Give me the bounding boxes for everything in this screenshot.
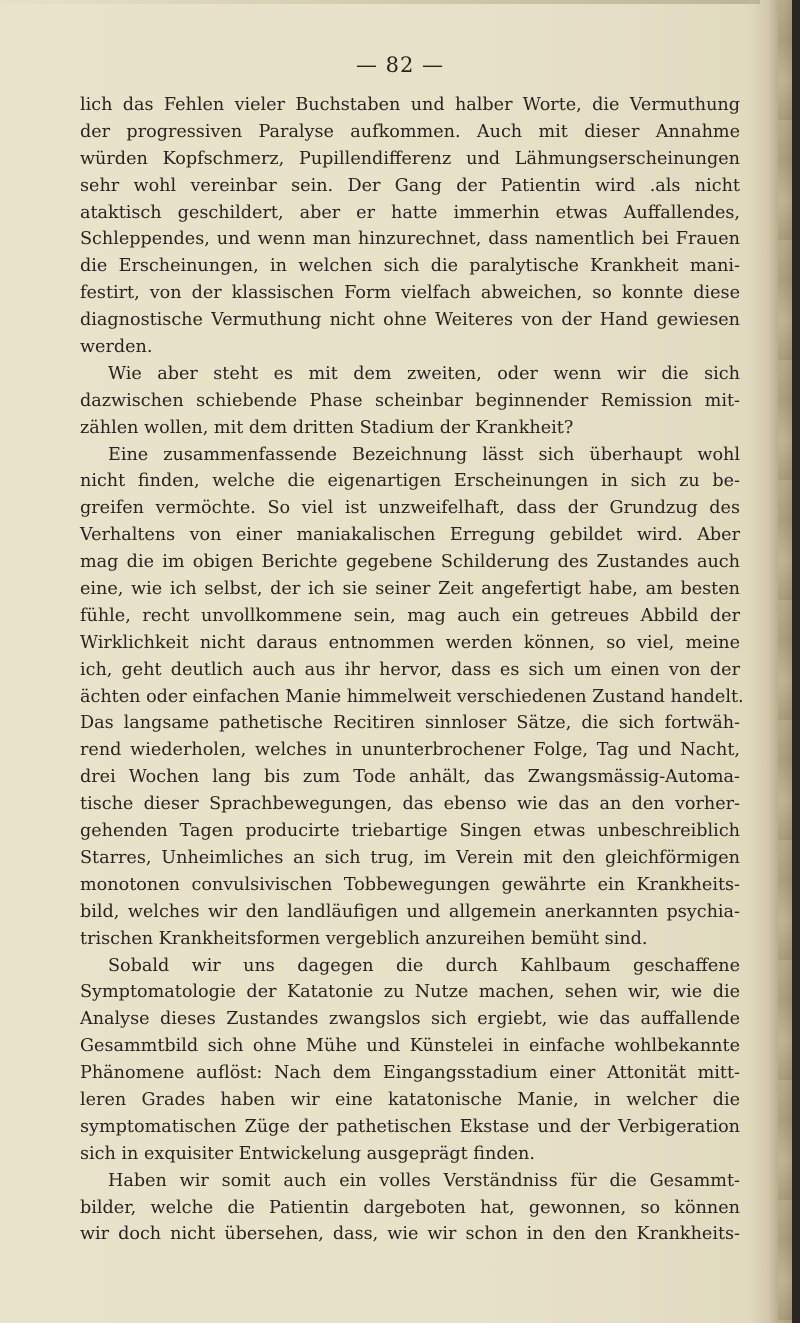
text-line: ataktisch geschildert, aber er hatte immerhin etwas Auffallendes, (80, 202, 740, 223)
text-line: monotonen convulsivischen Tobbewegungen gewährte ein Krankheits- (80, 874, 740, 895)
text-line: Symptomatologie der Katatonie zu Nutze machen, sehen wir, wie die (80, 982, 740, 1003)
text-line: Schleppendes, und wenn man hinzurechnet, dass namentlich bei Frauen (80, 229, 740, 250)
text-line: Verhaltens von einer maniakalischen Erregung gebildet wird. Aber (80, 525, 740, 546)
body-text (80, 92, 744, 1248)
text-line: Wirklichkeit nicht daraus entnommen werden können, so viel, meine (80, 632, 740, 653)
page-stack-edge (778, 0, 792, 1323)
text-line: fühle, recht unvollkommene sein, mag auch ein getreues Abbild der (80, 605, 740, 626)
page-number: — 82 — (355, 53, 445, 77)
text-line: trischen Krankheitsformen vergeblich anzureihen bemüht sind. (80, 928, 648, 949)
text-line: Wie aber steht es mit dem zweiten, oder wenn wir die sich (108, 363, 740, 384)
text-line: drei Wochen lang bis zum Tode anhält, das Zwangsmässig-Automa- (80, 767, 740, 788)
text-line: gehenden Tagen producirte triebartige Singen etwas unbeschreiblich (80, 821, 740, 842)
text-line: festirt, von der klassischen Form vielfach abweichen, so konnte diese (80, 283, 740, 304)
text-line: sich in exquisiter Entwickelung ausgeprägt finden. (80, 1143, 535, 1164)
text-line: greifen vermöchte. So viel ist unzweifelhaft, dass der Grundzug des (80, 498, 740, 519)
text-line: Das langsame pathetische Recitiren sinnloser Sätze, die sich fortwäh- (80, 713, 740, 734)
text-line: bilder, welche die Patientin dargeboten hat, gewonnen, so können (80, 1197, 740, 1218)
text-line: Sobald wir uns dagegen die durch Kahlbaum geschaffene (108, 955, 740, 976)
text-line: dazwischen schiebende Phase scheinbar beginnender Remission mit- (80, 390, 740, 411)
text-line: wir doch nicht übersehen, dass, wie wir schon in den den Krankheits- (80, 1224, 740, 1245)
text-line: Gesammtbild sich ohne Mühe und Künstelei in einfache wohlbekannte (80, 1036, 740, 1057)
text-line: mag die im obigen Berichte gegebene Schilderung des Zustandes auch (80, 552, 740, 573)
text-line: werden. (80, 337, 153, 358)
text-line: die Erscheinungen, in welchen sich die paralytische Krankheit mani- (80, 256, 740, 277)
text-line: ich, geht deutlich auch aus ihr hervor, dass es sich um einen von der (80, 659, 740, 680)
text-line: der progressiven Paralyse aufkommen. Auch mit dieser Annahme (80, 121, 740, 142)
text-line: Haben wir somit auch ein volles Verständniss für die Gesammt- (108, 1170, 740, 1191)
text-line: ächten oder einfachen Manie himmelweit verschiedenen Zustand handelt. (80, 686, 744, 707)
text-line: würden Kopfschmerz, Pupillendifferenz und Lähmungserscheinungen (80, 148, 740, 169)
text-line: Analyse dieses Zustandes zwangslos sich ergiebt, wie das auffallende (80, 1009, 740, 1030)
text-line: rend wiederholen, welches in ununterbrochener Folge, Tag und Nacht, (80, 740, 740, 761)
text-line: Eine zusammenfassende Bezeichnung lässt sich überhaupt wohl (108, 444, 740, 465)
text-line: tische dieser Sprachbewegungen, das ebenso wie das an den vorher- (80, 794, 740, 815)
text-line: lich das Fehlen vieler Buchstaben und halber Worte, die Vermuthung (80, 95, 740, 115)
text-line: Starres, Unheimliches an sich trug, im Verein mit den gleichförmigen (80, 847, 740, 868)
text-line: bild, welches wir den landläufigen und allgemein anerkannten psychia- (80, 901, 740, 922)
text-line: nicht finden, welche die eigenartigen Erscheinungen in sich zu be- (80, 471, 740, 492)
text-line: sehr wohl vereinbar sein. Der Gang der Patientin wird .als nicht (80, 175, 740, 196)
text-line: symptomatischen Züge der pathetischen Ekstase und der Verbigeration (80, 1116, 740, 1137)
text-line: Phänomene auflöst: Nach dem Eingangsstadium einer Attonität mitt- (80, 1063, 740, 1084)
text-line: diagnostische Vermuthung nicht ohne Weiteres von der Hand gewiesen (80, 310, 740, 331)
book-spine-edge (792, 0, 800, 1323)
text-line: leren Grades haben wir eine katatonische Manie, in welcher die (80, 1089, 740, 1110)
page-top-edge (0, 0, 760, 4)
text-line: eine, wie ich selbst, der ich sie seiner Zeit angefertigt habe, am besten (80, 579, 740, 600)
text-line: zählen wollen, mit dem dritten Stadium der Krankheit? (80, 417, 574, 438)
